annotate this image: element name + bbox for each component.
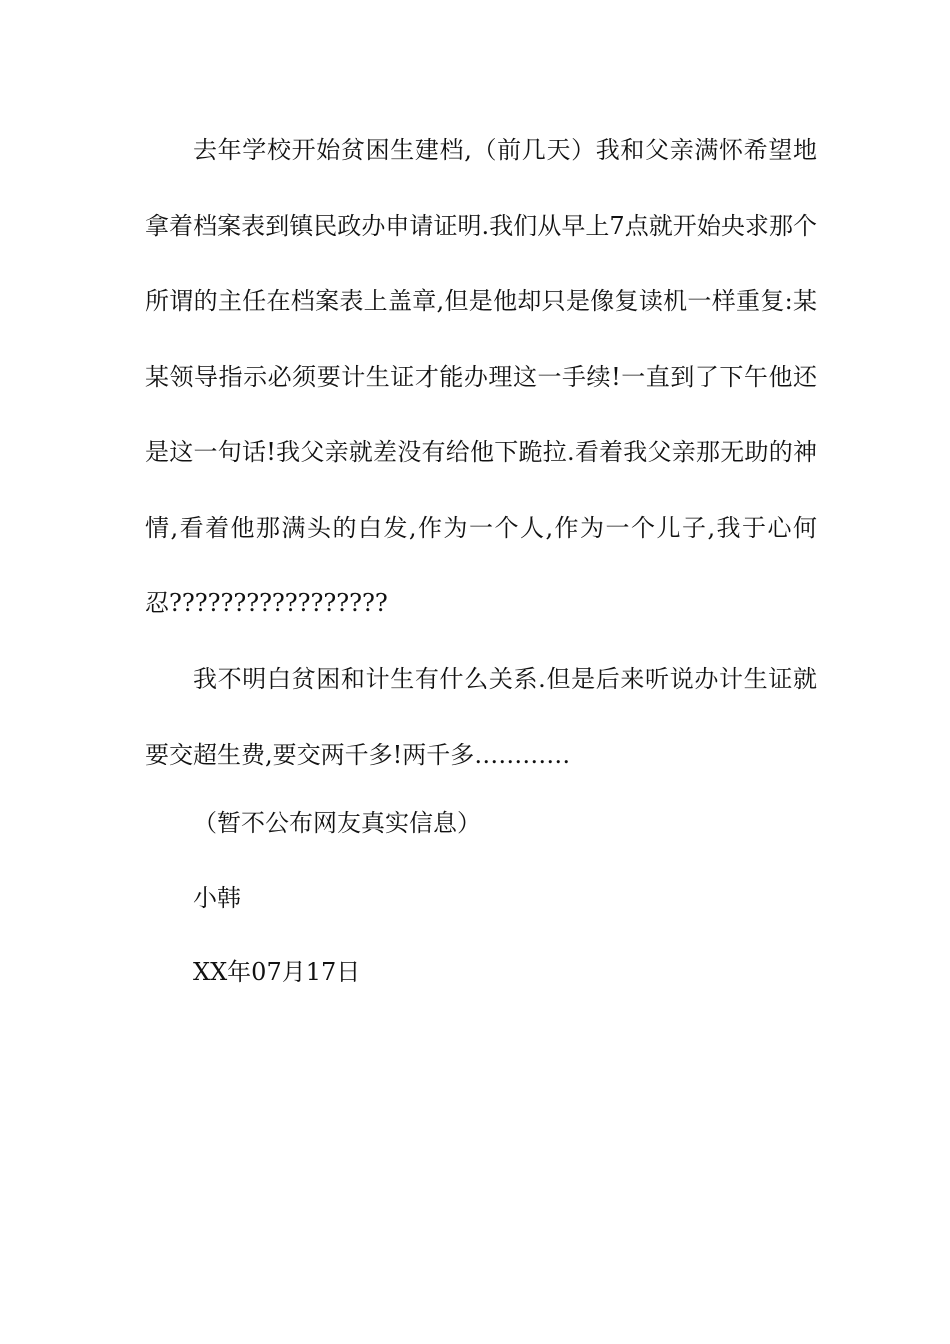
body-paragraph-2: 我不明白贫困和计生有什么关系.但是后来听说办计生证就要交超生费,要交两千多!两千多………… xyxy=(145,665,817,769)
body-paragraph-1: 去年学校开始贫困生建档,（前几天）我和父亲满怀希望地拿着档案表到镇民政办申请证明.我们从早上7点就开始央求那个所谓的主任在档案表上盖章,但是他却只是像复读机一样重复:某某领导指示必须要计生证才能办理这一手续!一直到了下午他还是这一句话!我父亲就差没有给他下跪拉.看着我父亲那无助的神情,看着他那满头的白发,作为一个人,作为一个儿子,我于心何忍????????????????? xyxy=(145,136,817,617)
privacy-note: （暂不公布网友真实信息） xyxy=(193,809,481,837)
letter-date: XX年07月17日 xyxy=(193,958,361,986)
author-signature: 小韩 xyxy=(193,884,241,912)
